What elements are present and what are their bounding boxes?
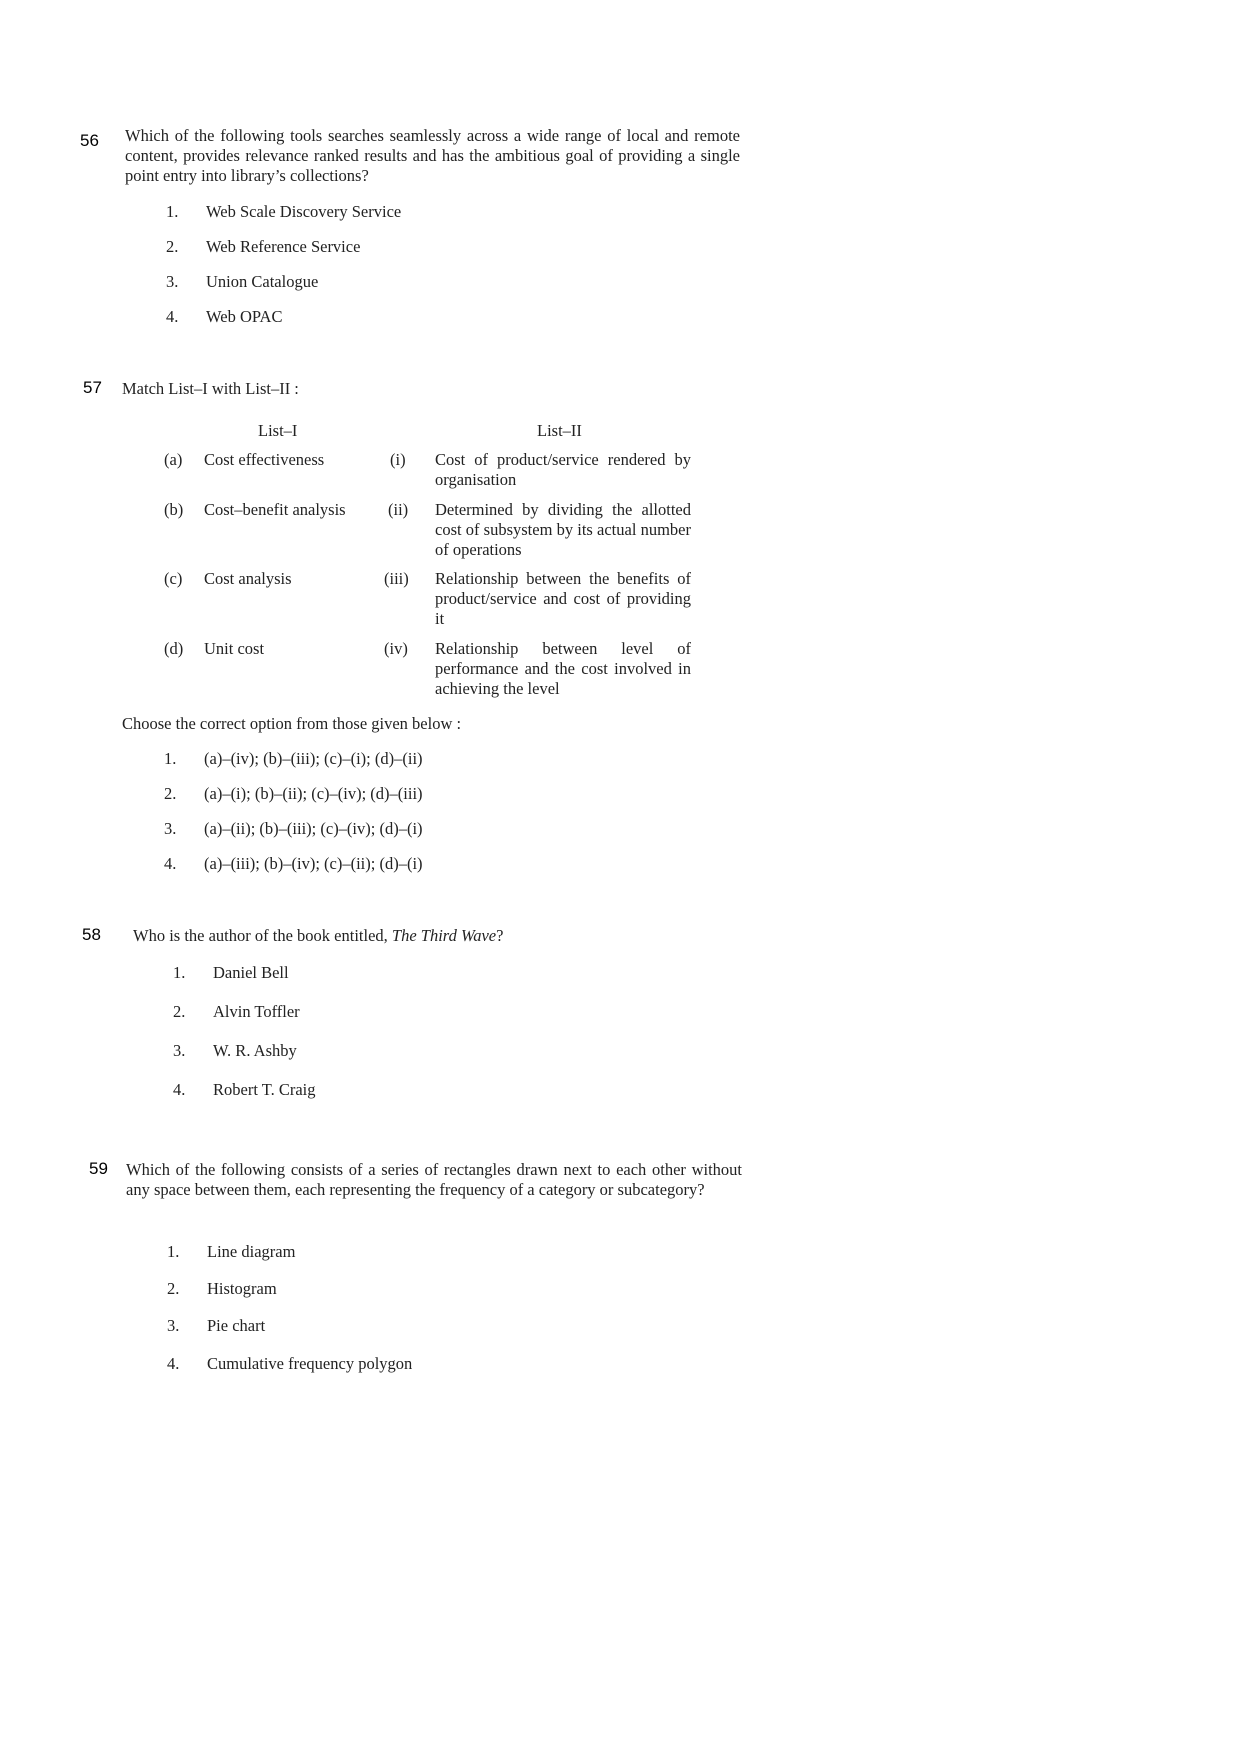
list-2-item: Relationship between the benefits of product/service and cost of providing it [435,569,691,628]
option-text: Pie chart [207,1316,266,1335]
option-number: 2. [164,784,177,803]
option-number: 4. [166,307,179,326]
list-1-item: Unit cost [204,639,265,658]
option-number: 1. [166,202,179,221]
option-text: Web OPAC [206,307,283,326]
option-number: 2. [167,1279,180,1298]
option-number: 1. [173,963,186,982]
option-number: 4. [173,1080,186,1099]
question-number: 58 [82,925,101,944]
option-text: Web Reference Service [206,237,361,256]
list-1-item: Cost analysis [204,569,292,588]
option-text: Cumulative frequency polygon [207,1354,413,1373]
question-text [133,926,503,946]
list-2-key: (iii) [384,569,409,588]
list-1-key: (c) [164,569,183,588]
option-number: 3. [164,819,177,838]
list-2-header: List–II [537,421,582,440]
list-2-item: Cost of product/service rendered by organisation [435,450,691,489]
question-number: 56 [80,131,99,150]
question-text-part: Who is the author of the book entitled, [133,926,392,945]
question-text-part: ? [496,926,504,945]
option-text: Line diagram [207,1242,296,1261]
list-2-key: (i) [390,450,406,469]
option-number: 3. [167,1316,180,1335]
option-number: 4. [164,854,177,873]
list-1-key: (a) [164,450,183,469]
option-text: Alvin Toffler [213,1002,300,1021]
option-number: 1. [164,749,177,768]
question-text: Which of the following consists of a series of rectangles drawn next to each other without any space between them, each representing the frequency of a category or subcategory? [126,1160,742,1199]
option-number: 3. [166,272,179,291]
option-number: 2. [173,1002,186,1021]
question-text: Match List–I with List–II : [122,379,299,398]
list-1-item: Cost–benefit analysis [204,500,346,519]
list-1-key: (b) [164,500,184,519]
option-number: 3. [173,1041,186,1060]
question-text: Which of the following tools searches seamlessly across a wide range of local and remote content, provides relevance ranked results and has the ambitious goal of providing a single point entry into library’s collections? [125,126,740,185]
list-1-key: (d) [164,639,184,658]
list-2-key: (ii) [388,500,409,519]
option-number: 1. [167,1242,180,1261]
question-number: 57 [83,378,102,397]
list-1-header: List–I [258,421,298,440]
option-text: (a)–(iv); (b)–(iii); (c)–(i); (d)–(ii) [204,749,423,768]
instruction-text: Choose the correct option from those given below : [122,714,462,733]
list-2-item: Determined by dividing the allotted cost of subsystem by its actual number of operations [435,500,691,559]
option-text: Robert T. Craig [213,1080,316,1099]
list-1-item: Cost effectiveness [204,450,325,469]
book-title: The Third Wave [391,926,497,945]
option-text: (a)–(iii); (b)–(iv); (c)–(ii); (d)–(i) [204,854,423,873]
option-text: (a)–(ii); (b)–(iii); (c)–(iv); (d)–(i) [204,819,423,838]
question-number: 59 [89,1159,108,1178]
option-number: 2. [166,237,179,256]
option-text: Histogram [207,1279,277,1298]
option-text: Union Catalogue [206,272,319,291]
option-text: Web Scale Discovery Service [206,202,402,221]
option-text: Daniel Bell [213,963,289,982]
option-text: W. R. Ashby [213,1041,297,1060]
list-2-item: Relationship between level of performance and the cost involved in achieving the level [435,639,691,698]
option-text: (a)–(i); (b)–(ii); (c)–(iv); (d)–(iii) [204,784,423,803]
option-number: 4. [167,1354,180,1373]
list-2-key: (iv) [384,639,408,658]
